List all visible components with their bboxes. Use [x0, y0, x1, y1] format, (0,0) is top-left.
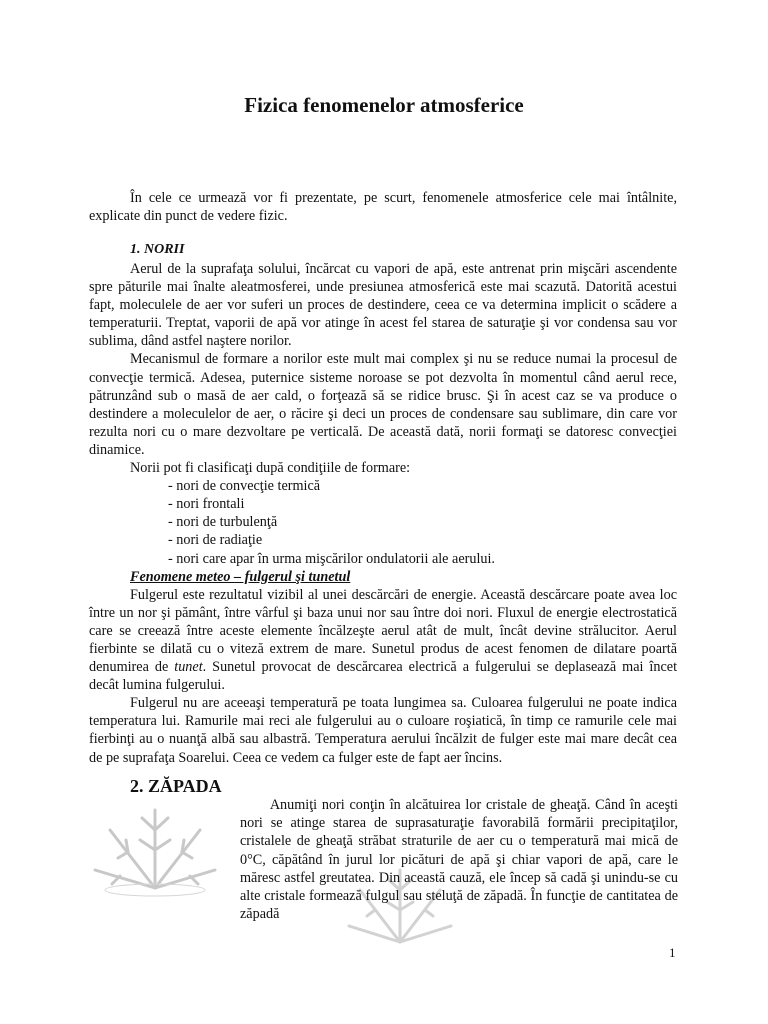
page-title: Fizica fenomenelor atmosferice [244, 93, 524, 117]
intro-block [89, 189, 677, 225]
list-item: - nori de convecţie termică [168, 478, 321, 495]
paragraph: Aerul de la suprafaţa solului, încărcat cu vapori de apă, este antrenat prin mişcări ascendente spre păturile mai înalte aleatmosferei, unde presiunea atmosferică este mai scazută. Datorită acestui fapt, moleculele de aer vor suferi un proces de destindere, ceea ce va determina implicit o scădere a temperaturii. Treptat, vaporii de apă vor atinge în acest fel starea de saturaţie şi vor condensa sau vor sublima, dând astfel naştere norilor. [89, 261, 677, 350]
subheading-fulgerul: Fenomene meteo – fulgerul şi tunetul [130, 568, 351, 585]
page-number: 1 [669, 945, 676, 960]
section-heading-norii: 1. NORII [130, 242, 185, 257]
emphasis-tunet: tunet [174, 659, 203, 676]
list-item: - nori de turbulenţă [168, 514, 278, 531]
cloud-type-list [89, 477, 677, 567]
paragraph: Fulgerul nu are aceeaşi temperatură pe toata lungimea sa. Culoarea fulgerului ne poate indica temperatura lui. Ramurile mai reci ale fulgerului au o culoare roşiatică, în timp ce ramurile cele mai fierbinţi au o nuanţă albă sau albastră. Temperatura aerului încălzit de fulger este mai mare decât cea de pe suprafaţa Soarelui. Ceea ce vedem ca fulger este de fapt aer încins. [89, 695, 677, 766]
paragraph-text: Anumiţi nori conţin în alcătuirea lor cristale de gheaţă. Când în aceşti nori se atinge starea de suprasaturaţie favorabilă formării precipitaţilor, cristalele de gheaţă străbat straturile de aer cu o temperatură mai mică de 0°C, căpătând în jurul lor picături de apă şi chiar vapori de apă, care le măresc astfel greutatea. Din această cauză, ele încep să cadă şi unindu-se cu alte cristale formează fulgul sau steluţă de zăpadă. În funcţie de cantitatea de zăpadă [240, 797, 678, 923]
list-item: - nori care apar în urma mişcărilor ondulatorii ale aerului. [168, 550, 495, 567]
paragraph-text: Fulgerul este rezultatul vizibil al unei descărcări de energie. Această descărcare poate avea loc între un nor şi pământ, între vârful şi baza unui nor sau între doi nori. Fluxul de energie electrostatică care se creează între aceste elemente încălzeşte aerul atât de mult, încât devine strălucitor. Aerul fierbinte se dilată cu o viteză extrem de mare. Sunetul produs de acest fenomen de dilatare poartă denumirea de [89, 586, 677, 676]
paragraph [89, 586, 677, 695]
list-item: - nori de radiaţie [168, 532, 263, 549]
paragraph-text: . Sunetul provocat de descărcarea electrică a fulgerului se deplasează mai încet decât lumina fulgerului. [89, 659, 678, 694]
paragraph [240, 796, 678, 923]
intro-paragraph: În cele ce urmează vor fi prezentate, pe scurt, fenomenele atmosferice cele mai întâlnite, explicate din punct de vedere fizic. [89, 190, 677, 225]
snowflake-watermark-icon [90, 800, 220, 900]
section-body-zapada [240, 796, 678, 923]
section-heading-zapada: 2. ZĂPADA [130, 776, 222, 796]
list-item: - nori frontali [168, 496, 245, 513]
paragraph: Norii pot fi clasificaţi după condiţiile de formare: [130, 460, 411, 477]
paragraph: Mecanismul de formare a norilor este mult mai complex şi nu se reduce numai la procesul de convecţie termică. Adesea, puternice sisteme noroase se pot dezvolta în momentul când aerul rece, pătrunzând sub o masă de aer cald, o forţează să se ridice brusc. Şi în acest caz se va produce o destindere a moleculelor de aer, o răcire şi deci un proces de condensare sau sublimare, din care vor rezulta nori cu o mare dezvoltare pe verticală. De această dată, norii formaţi se datoresc convecţiei dinamice. [89, 351, 677, 458]
section-body-norii [89, 260, 677, 767]
